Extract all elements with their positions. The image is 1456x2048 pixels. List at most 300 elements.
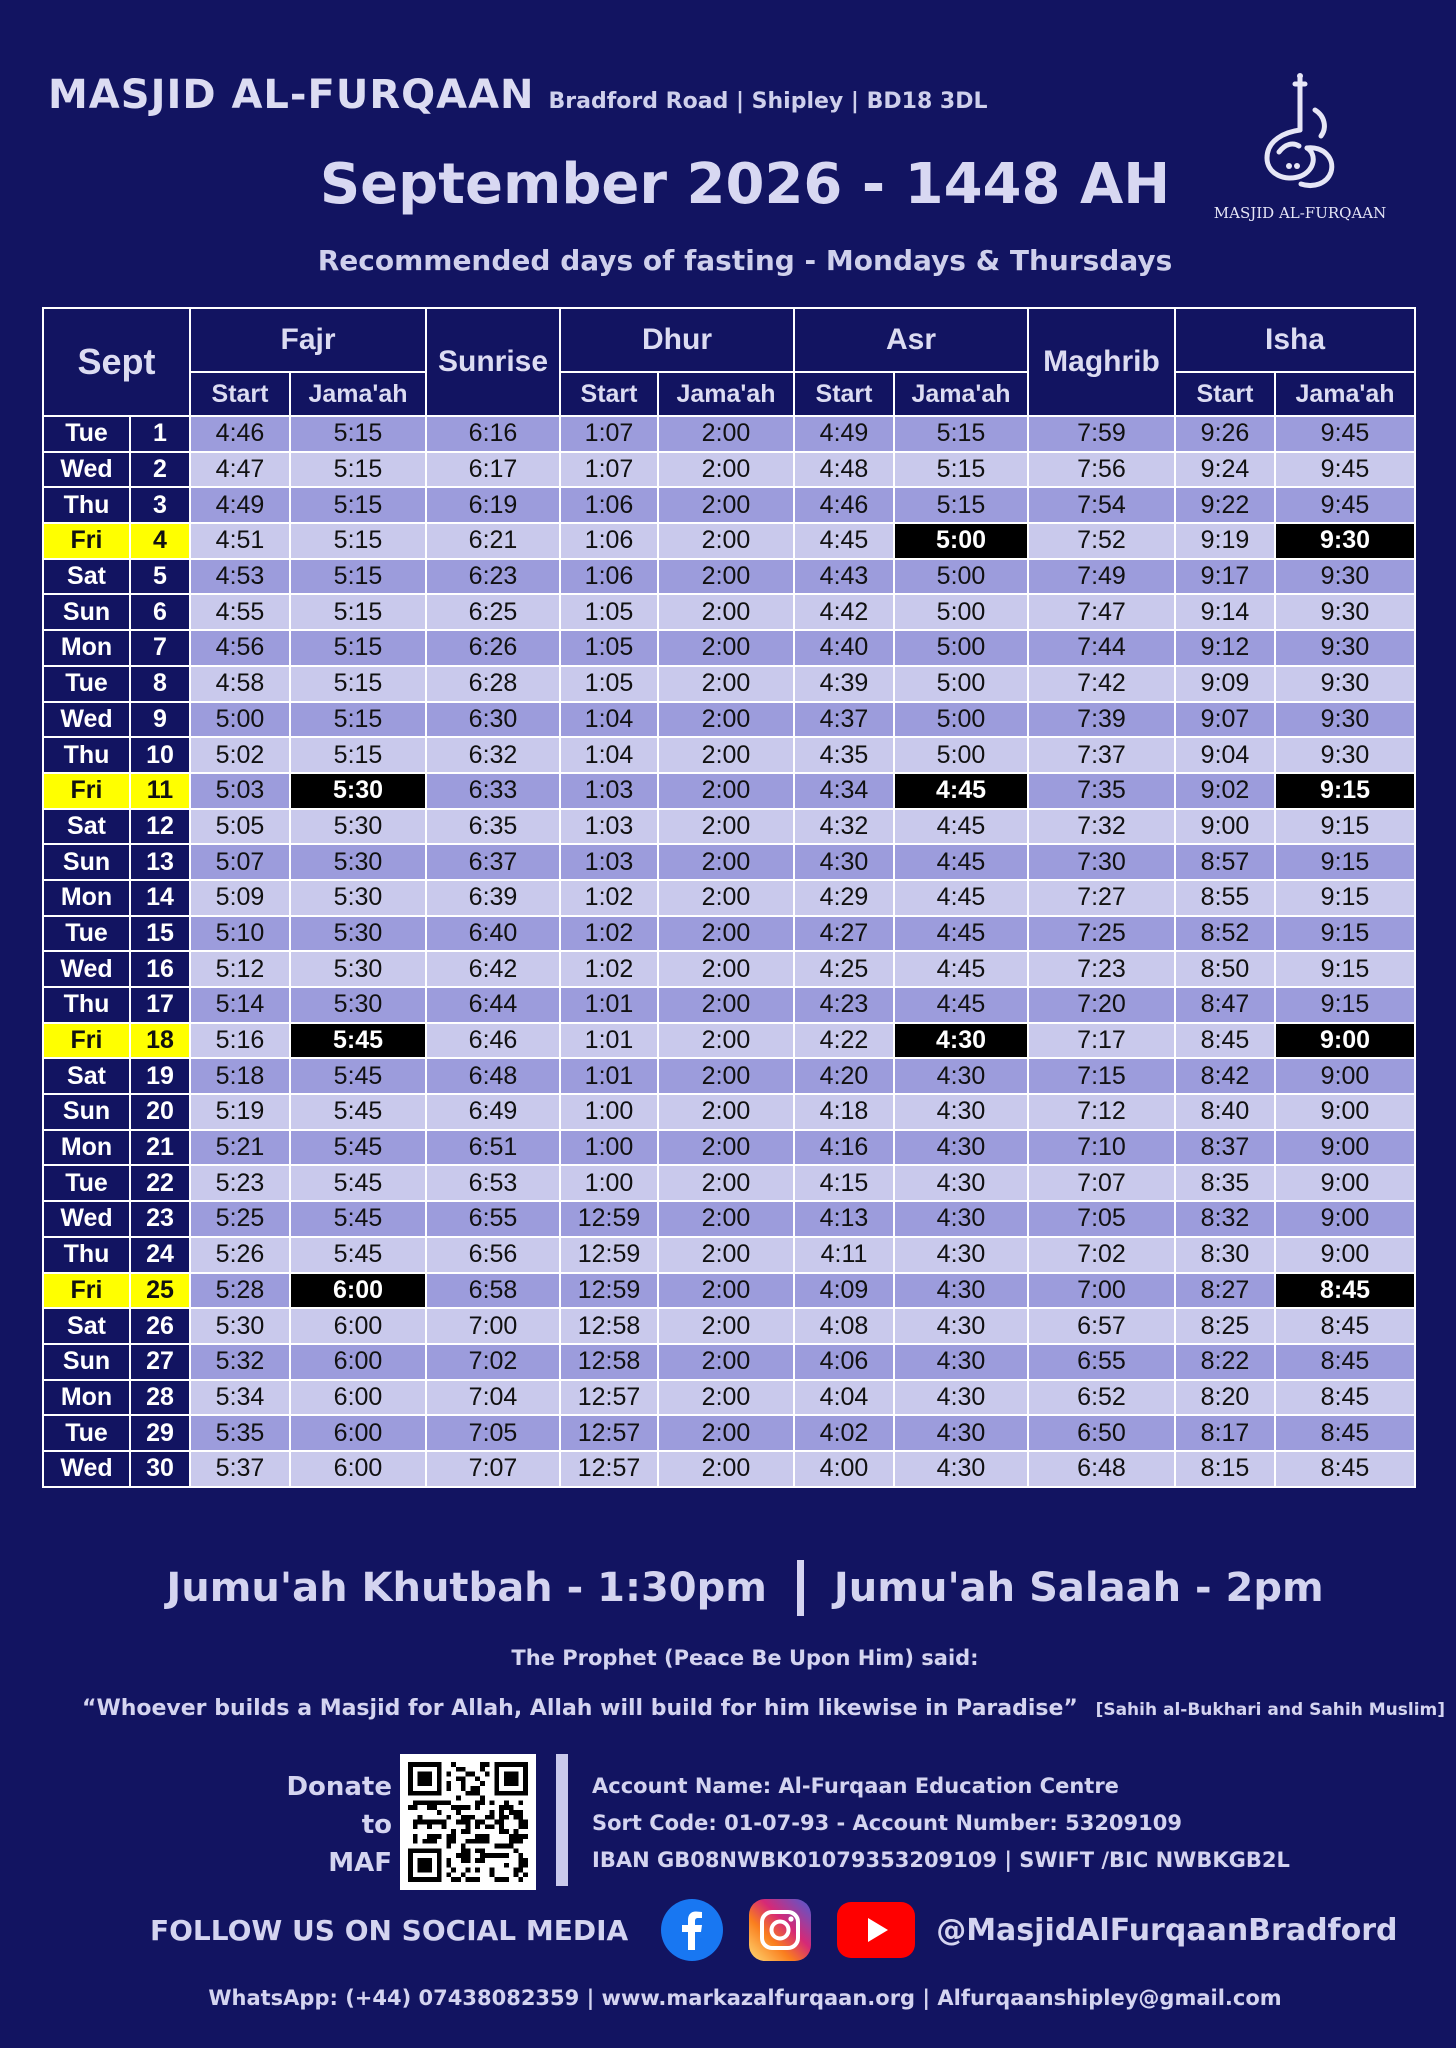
day-name-cell: Tue — [43, 916, 130, 952]
asr-jamaah-cell: 5:15 — [894, 452, 1028, 488]
logo-caption: MASJID AL-FURQAAN — [1213, 204, 1387, 222]
table-row — [43, 1130, 1415, 1166]
dhur-start-cell: 1:06 — [560, 523, 658, 559]
dhur-start-cell: 1:03 — [560, 773, 658, 809]
fajr-jamaah-cell: 5:15 — [290, 559, 426, 595]
asr-start-cell: 4:08 — [794, 1308, 894, 1344]
dhur-start-cell: 12:57 — [560, 1415, 658, 1451]
day-number-cell: 14 — [130, 880, 190, 916]
dhur-start-cell: 1:01 — [560, 987, 658, 1023]
isha-jamaah-cell: 9:15 — [1275, 987, 1415, 1023]
asr-jamaah-cell: 4:45 — [894, 916, 1028, 952]
day-number-cell: 10 — [130, 737, 190, 773]
fajr-jamaah-cell: 5:45 — [290, 1130, 426, 1166]
isha-start-cell: 8:45 — [1175, 1023, 1275, 1059]
masjid-logo — [1200, 70, 1400, 230]
day-name-cell: Tue — [43, 1165, 130, 1201]
day-number-cell: 16 — [130, 951, 190, 987]
day-name-cell: Sun — [43, 844, 130, 880]
isha-jamaah-cell: 9:00 — [1275, 1058, 1415, 1094]
fajr-start-cell: 5:28 — [190, 1273, 290, 1309]
day-name-cell: Mon — [43, 630, 130, 666]
day-number-cell: 21 — [130, 1130, 190, 1166]
isha-header: Isha — [1175, 308, 1415, 372]
sunrise-cell: 6:37 — [426, 844, 560, 880]
sunrise-cell: 6:32 — [426, 737, 560, 773]
fajr-start-cell: 4:58 — [190, 666, 290, 702]
asr-start-cell: 4:06 — [794, 1344, 894, 1380]
isha-jamaah-cell: 9:45 — [1275, 416, 1415, 452]
day-number-cell: 19 — [130, 1058, 190, 1094]
sunrise-cell: 6:16 — [426, 416, 560, 452]
facebook-icon[interactable] — [660, 1898, 724, 1962]
dhur-start-cell: 1:04 — [560, 737, 658, 773]
maghrib-cell: 7:54 — [1028, 487, 1175, 523]
fajr-jamaah-cell: 5:45 — [290, 1023, 426, 1059]
dhur-jamaah-cell: 2:00 — [658, 523, 794, 559]
header — [48, 72, 988, 118]
divider-bar — [556, 1754, 568, 1886]
maghrib-cell: 7:59 — [1028, 416, 1175, 452]
fajr-start-cell: 5:25 — [190, 1201, 290, 1237]
fajr-jamaah-cell: 6:00 — [290, 1451, 426, 1487]
sunrise-cell: 6:40 — [426, 916, 560, 952]
asr-jamaah-cell: 4:45 — [894, 844, 1028, 880]
isha-jamaah-cell: 8:45 — [1275, 1344, 1415, 1380]
dhur-jamaah-cell: 2:00 — [658, 1344, 794, 1380]
day-number-cell: 13 — [130, 844, 190, 880]
isha-jamaah-cell: 9:00 — [1275, 1023, 1415, 1059]
fajr-start-cell: 4:55 — [190, 594, 290, 630]
isha-jamaah-cell: 9:00 — [1275, 1201, 1415, 1237]
asr-jamaah-cell: 5:00 — [894, 737, 1028, 773]
dhur-jamaah-cell: 2:00 — [658, 594, 794, 630]
dhur-jamaah-cell: 2:00 — [658, 773, 794, 809]
table-row — [43, 630, 1415, 666]
table-row — [43, 1344, 1415, 1380]
day-number-cell: 11 — [130, 773, 190, 809]
dhur-jamaah-cell: 2:00 — [658, 880, 794, 916]
asr-start-cell: 4:27 — [794, 916, 894, 952]
timetable-body — [43, 416, 1415, 1487]
day-number-cell: 17 — [130, 987, 190, 1023]
fajr-jamaah-cell: 5:30 — [290, 880, 426, 916]
jumuah-khutbah: Jumu'ah Khutbah - 1:30pm — [166, 1565, 767, 1611]
dhur-jamaah-cell: 2:00 — [658, 1165, 794, 1201]
day-name-cell: Fri — [43, 1023, 130, 1059]
day-number-cell: 12 — [130, 809, 190, 845]
isha-jamaah-cell: 9:15 — [1275, 844, 1415, 880]
maghrib-cell: 7:56 — [1028, 452, 1175, 488]
fajr-jamaah-cell: 6:00 — [290, 1344, 426, 1380]
dhur-start-cell: 1:00 — [560, 1130, 658, 1166]
dhur-start-cell: 1:04 — [560, 702, 658, 738]
asr-start-cell: 4:35 — [794, 737, 894, 773]
isha-start-header: Start — [1175, 372, 1275, 416]
dhur-start-cell: 12:59 — [560, 1237, 658, 1273]
sunrise-cell: 6:58 — [426, 1273, 560, 1309]
asr-jamaah-header: Jama'ah — [894, 372, 1028, 416]
fajr-start-cell: 5:02 — [190, 737, 290, 773]
maghrib-cell: 6:48 — [1028, 1451, 1175, 1487]
day-name-cell: Wed — [43, 951, 130, 987]
fajr-start-cell: 5:00 — [190, 702, 290, 738]
fajr-start-cell: 4:56 — [190, 630, 290, 666]
fajr-start-cell: 5:18 — [190, 1058, 290, 1094]
asr-start-cell: 4:04 — [794, 1380, 894, 1416]
follow-label: FOLLOW US ON SOCIAL MEDIA — [150, 1913, 629, 1947]
fajr-jamaah-cell: 6:00 — [290, 1308, 426, 1344]
dhur-jamaah-cell: 2:00 — [658, 844, 794, 880]
sunrise-cell: 6:23 — [426, 559, 560, 595]
isha-start-cell: 9:00 — [1175, 809, 1275, 845]
isha-start-cell: 9:07 — [1175, 702, 1275, 738]
dhur-start-cell: 1:05 — [560, 630, 658, 666]
prayer-timetable — [42, 307, 1416, 1488]
asr-jamaah-cell: 4:45 — [894, 809, 1028, 845]
social-handle[interactable]: @MasjidAlFurqaanBradford — [936, 1912, 1398, 1948]
maghrib-cell: 7:25 — [1028, 916, 1175, 952]
maghrib-cell: 7:17 — [1028, 1023, 1175, 1059]
table-row — [43, 844, 1415, 880]
day-number-cell: 29 — [130, 1415, 190, 1451]
day-number-cell: 25 — [130, 1273, 190, 1309]
day-name-cell: Sun — [43, 1344, 130, 1380]
dhur-jamaah-cell: 2:00 — [658, 1130, 794, 1166]
asr-jamaah-cell: 4:30 — [894, 1380, 1028, 1416]
fajr-jamaah-header: Jama'ah — [290, 372, 426, 416]
day-number-cell: 1 — [130, 416, 190, 452]
isha-jamaah-cell: 9:00 — [1275, 1094, 1415, 1130]
fajr-start-cell: 5:23 — [190, 1165, 290, 1201]
fajr-start-cell: 5:09 — [190, 880, 290, 916]
day-number-cell: 27 — [130, 1344, 190, 1380]
fajr-start-cell: 5:05 — [190, 809, 290, 845]
fajr-jamaah-cell: 6:00 — [290, 1273, 426, 1309]
dhur-jamaah-cell: 2:00 — [658, 452, 794, 488]
maghrib-cell: 6:57 — [1028, 1308, 1175, 1344]
fajr-start-header: Start — [190, 372, 290, 416]
dhur-jamaah-cell: 2:00 — [658, 737, 794, 773]
dhur-jamaah-cell: 2:00 — [658, 1237, 794, 1273]
day-number-cell: 7 — [130, 630, 190, 666]
maghrib-cell: 7:12 — [1028, 1094, 1175, 1130]
isha-jamaah-cell: 8:45 — [1275, 1380, 1415, 1416]
day-name-cell: Sun — [43, 594, 130, 630]
day-name-cell: Sat — [43, 1308, 130, 1344]
bank-details — [592, 1768, 1290, 1879]
maghrib-cell: 7:39 — [1028, 702, 1175, 738]
sunrise-cell: 6:48 — [426, 1058, 560, 1094]
fajr-jamaah-cell: 5:45 — [290, 1058, 426, 1094]
isha-jamaah-cell: 8:45 — [1275, 1308, 1415, 1344]
social-media — [150, 1898, 1397, 1962]
table-row — [43, 916, 1415, 952]
dhur-jamaah-cell: 2:00 — [658, 987, 794, 1023]
table-row — [43, 809, 1415, 845]
dhur-jamaah-header: Jama'ah — [658, 372, 794, 416]
fajr-start-cell: 4:51 — [190, 523, 290, 559]
dhur-start-cell: 1:00 — [560, 1165, 658, 1201]
day-name-cell: Fri — [43, 523, 130, 559]
maghrib-cell: 7:37 — [1028, 737, 1175, 773]
isha-jamaah-cell: 9:30 — [1275, 523, 1415, 559]
fajr-start-cell: 5:37 — [190, 1451, 290, 1487]
day-number-cell: 3 — [130, 487, 190, 523]
isha-jamaah-cell: 9:30 — [1275, 630, 1415, 666]
asr-start-cell: 4:02 — [794, 1415, 894, 1451]
asr-jamaah-cell: 4:30 — [894, 1451, 1028, 1487]
fajr-jamaah-cell: 5:15 — [290, 666, 426, 702]
table-row — [43, 523, 1415, 559]
day-number-cell: 28 — [130, 1380, 190, 1416]
donate-qr-code[interactable] — [400, 1754, 536, 1890]
maghrib-cell: 7:49 — [1028, 559, 1175, 595]
sunrise-cell: 7:02 — [426, 1344, 560, 1380]
fajr-start-cell: 5:34 — [190, 1380, 290, 1416]
table-row — [43, 1380, 1415, 1416]
table-row — [43, 1201, 1415, 1237]
sunrise-cell: 6:53 — [426, 1165, 560, 1201]
dhur-start-cell: 1:07 — [560, 416, 658, 452]
qr-code-icon — [408, 1762, 528, 1882]
asr-start-cell: 4:34 — [794, 773, 894, 809]
isha-start-cell: 8:40 — [1175, 1094, 1275, 1130]
day-name-cell: Wed — [43, 1451, 130, 1487]
maghrib-cell: 7:15 — [1028, 1058, 1175, 1094]
dhur-start-cell: 1:02 — [560, 916, 658, 952]
dhur-jamaah-cell: 2:00 — [658, 916, 794, 952]
asr-start-cell: 4:20 — [794, 1058, 894, 1094]
fajr-jamaah-cell: 5:15 — [290, 487, 426, 523]
table-row — [43, 951, 1415, 987]
fajr-jamaah-cell: 6:00 — [290, 1415, 426, 1451]
table-row — [43, 1023, 1415, 1059]
isha-start-cell: 9:12 — [1175, 630, 1275, 666]
table-row — [43, 416, 1415, 452]
sunrise-cell: 6:55 — [426, 1201, 560, 1237]
dhur-start-cell: 1:00 — [560, 1094, 658, 1130]
maghrib-cell: 7:32 — [1028, 809, 1175, 845]
sunrise-cell: 7:05 — [426, 1415, 560, 1451]
asr-header: Asr — [794, 308, 1028, 372]
asr-start-cell: 4:22 — [794, 1023, 894, 1059]
jumuah-times — [0, 1560, 1456, 1616]
asr-start-cell: 4:42 — [794, 594, 894, 630]
maghrib-cell: 7:20 — [1028, 987, 1175, 1023]
day-number-cell: 4 — [130, 523, 190, 559]
maghrib-cell: 6:52 — [1028, 1380, 1175, 1416]
asr-jamaah-cell: 5:00 — [894, 702, 1028, 738]
dhur-jamaah-cell: 2:00 — [658, 702, 794, 738]
isha-jamaah-cell: 8:45 — [1275, 1415, 1415, 1451]
sunrise-cell: 6:25 — [426, 594, 560, 630]
fajr-jamaah-cell: 5:15 — [290, 737, 426, 773]
asr-jamaah-cell: 4:30 — [894, 1344, 1028, 1380]
dhur-jamaah-cell: 2:00 — [658, 1451, 794, 1487]
fajr-start-cell: 5:30 — [190, 1308, 290, 1344]
dhur-jamaah-cell: 2:00 — [658, 1380, 794, 1416]
dhur-jamaah-cell: 2:00 — [658, 1058, 794, 1094]
isha-jamaah-cell: 9:15 — [1275, 773, 1415, 809]
maghrib-cell: 7:47 — [1028, 594, 1175, 630]
fajr-jamaah-cell: 5:30 — [290, 844, 426, 880]
isha-jamaah-cell: 9:15 — [1275, 916, 1415, 952]
table-row — [43, 1415, 1415, 1451]
isha-start-cell: 9:04 — [1175, 737, 1275, 773]
day-name-cell: Tue — [43, 1415, 130, 1451]
dhur-start-cell: 1:05 — [560, 666, 658, 702]
asr-jamaah-cell: 4:30 — [894, 1130, 1028, 1166]
isha-start-cell: 8:52 — [1175, 916, 1275, 952]
isha-start-cell: 8:15 — [1175, 1451, 1275, 1487]
asr-start-cell: 4:46 — [794, 487, 894, 523]
hadith — [82, 1696, 1445, 1721]
hadith-text: “Whoever builds a Masjid for Allah, Allah will build for him likewise in Paradise” — [82, 1696, 1078, 1721]
isha-start-cell: 8:20 — [1175, 1380, 1275, 1416]
table-row — [43, 1308, 1415, 1344]
sunrise-cell: 7:00 — [426, 1308, 560, 1344]
table-row — [43, 487, 1415, 523]
fajr-start-cell: 5:35 — [190, 1415, 290, 1451]
sunrise-cell: 6:46 — [426, 1023, 560, 1059]
day-name-cell: Sat — [43, 809, 130, 845]
asr-jamaah-cell: 5:00 — [894, 666, 1028, 702]
isha-start-cell: 9:14 — [1175, 594, 1275, 630]
hadith-intro: The Prophet (Peace Be Upon Him) said: — [511, 1646, 979, 1670]
youtube-icon[interactable] — [836, 1901, 916, 1959]
isha-jamaah-cell: 9:30 — [1275, 702, 1415, 738]
sunrise-cell: 6:21 — [426, 523, 560, 559]
asr-start-cell: 4:11 — [794, 1237, 894, 1273]
dhur-start-cell: 1:03 — [560, 809, 658, 845]
maghrib-cell: 7:44 — [1028, 630, 1175, 666]
asr-jamaah-cell: 4:30 — [894, 1023, 1028, 1059]
donate-line-1: Donate to — [286, 1772, 392, 1840]
fajr-jamaah-cell: 5:15 — [290, 452, 426, 488]
day-name-cell: Mon — [43, 1130, 130, 1166]
isha-start-cell: 8:50 — [1175, 951, 1275, 987]
address: Bradford Road | Shipley | BD18 3DL — [548, 89, 988, 114]
asr-jamaah-cell: 4:30 — [894, 1273, 1028, 1309]
isha-jamaah-cell: 8:45 — [1275, 1273, 1415, 1309]
day-name-cell: Tue — [43, 666, 130, 702]
fajr-jamaah-cell: 5:45 — [290, 1237, 426, 1273]
account-name: Account Name: Al-Furqaan Education Centre — [592, 1774, 1119, 1798]
table-row — [43, 666, 1415, 702]
maghrib-cell: 7:27 — [1028, 880, 1175, 916]
sunrise-cell: 6:51 — [426, 1130, 560, 1166]
asr-start-cell: 4:32 — [794, 809, 894, 845]
sunrise-cell: 7:04 — [426, 1380, 560, 1416]
dhur-jamaah-cell: 2:00 — [658, 1023, 794, 1059]
asr-jamaah-cell: 4:30 — [894, 1415, 1028, 1451]
sort-code: Sort Code: 01-07-93 - Account Number: 53209109 — [592, 1811, 1182, 1835]
jumuah-salaah: Jumu'ah Salaah - 2pm — [833, 1565, 1324, 1611]
asr-start-cell: 4:00 — [794, 1451, 894, 1487]
isha-start-cell: 9:09 — [1175, 666, 1275, 702]
dhur-start-cell: 12:58 — [560, 1308, 658, 1344]
dhur-jamaah-cell: 2:00 — [658, 951, 794, 987]
dhur-jamaah-cell: 2:00 — [658, 416, 794, 452]
asr-jamaah-cell: 4:30 — [894, 1165, 1028, 1201]
dhur-jamaah-cell: 2:00 — [658, 809, 794, 845]
table-row — [43, 1451, 1415, 1487]
day-name-cell: Wed — [43, 1201, 130, 1237]
day-name-cell: Wed — [43, 702, 130, 738]
asr-start-cell: 4:18 — [794, 1094, 894, 1130]
dhur-start-cell: 12:57 — [560, 1451, 658, 1487]
sunrise-cell: 6:42 — [426, 951, 560, 987]
table-row — [43, 1094, 1415, 1130]
dhur-header: Dhur — [560, 308, 794, 372]
isha-start-cell: 8:27 — [1175, 1273, 1275, 1309]
day-number-cell: 26 — [130, 1308, 190, 1344]
dhur-jamaah-cell: 2:00 — [658, 1273, 794, 1309]
day-name-cell: Wed — [43, 452, 130, 488]
day-number-cell: 22 — [130, 1165, 190, 1201]
dhur-start-cell: 1:06 — [560, 487, 658, 523]
isha-start-cell: 8:22 — [1175, 1344, 1275, 1380]
dhur-start-cell: 1:05 — [560, 594, 658, 630]
isha-jamaah-cell: 9:15 — [1275, 809, 1415, 845]
maghrib-cell: 7:35 — [1028, 773, 1175, 809]
fajr-start-cell: 4:47 — [190, 452, 290, 488]
fajr-start-cell: 5:14 — [190, 987, 290, 1023]
isha-start-cell: 8:30 — [1175, 1237, 1275, 1273]
isha-jamaah-cell: 9:15 — [1275, 880, 1415, 916]
maghrib-cell: 7:07 — [1028, 1165, 1175, 1201]
asr-jamaah-cell: 4:30 — [894, 1058, 1028, 1094]
fajr-jamaah-cell: 5:30 — [290, 987, 426, 1023]
maghrib-cell: 7:30 — [1028, 844, 1175, 880]
table-row — [43, 1273, 1415, 1309]
asr-jamaah-cell: 4:45 — [894, 880, 1028, 916]
isha-start-cell: 8:25 — [1175, 1308, 1275, 1344]
dhur-start-cell: 1:02 — [560, 880, 658, 916]
day-name-cell: Mon — [43, 880, 130, 916]
day-name-cell: Sun — [43, 1094, 130, 1130]
page-title: September 2026 - 1448 AH — [319, 152, 1171, 217]
asr-start-cell: 4:37 — [794, 702, 894, 738]
day-name-cell: Tue — [43, 416, 130, 452]
day-number-cell: 24 — [130, 1237, 190, 1273]
sunrise-cell: 6:56 — [426, 1237, 560, 1273]
isha-start-cell: 9:19 — [1175, 523, 1275, 559]
fajr-jamaah-cell: 5:15 — [290, 416, 426, 452]
day-number-cell: 23 — [130, 1201, 190, 1237]
day-number-cell: 6 — [130, 594, 190, 630]
asr-start-cell: 4:49 — [794, 416, 894, 452]
asr-start-header: Start — [794, 372, 894, 416]
isha-start-cell: 8:35 — [1175, 1165, 1275, 1201]
asr-start-cell: 4:16 — [794, 1130, 894, 1166]
fajr-jamaah-cell: 5:30 — [290, 951, 426, 987]
isha-jamaah-cell: 9:45 — [1275, 452, 1415, 488]
maghrib-cell: 6:50 — [1028, 1415, 1175, 1451]
isha-jamaah-cell: 9:15 — [1275, 951, 1415, 987]
isha-start-cell: 8:17 — [1175, 1415, 1275, 1451]
dhur-jamaah-cell: 2:00 — [658, 559, 794, 595]
table-row — [43, 452, 1415, 488]
dhur-start-cell: 1:06 — [560, 559, 658, 595]
table-row — [43, 987, 1415, 1023]
table-row — [43, 737, 1415, 773]
maghrib-cell: 7:23 — [1028, 951, 1175, 987]
instagram-icon[interactable] — [748, 1898, 812, 1962]
day-number-cell: 18 — [130, 1023, 190, 1059]
fajr-start-cell: 5:10 — [190, 916, 290, 952]
